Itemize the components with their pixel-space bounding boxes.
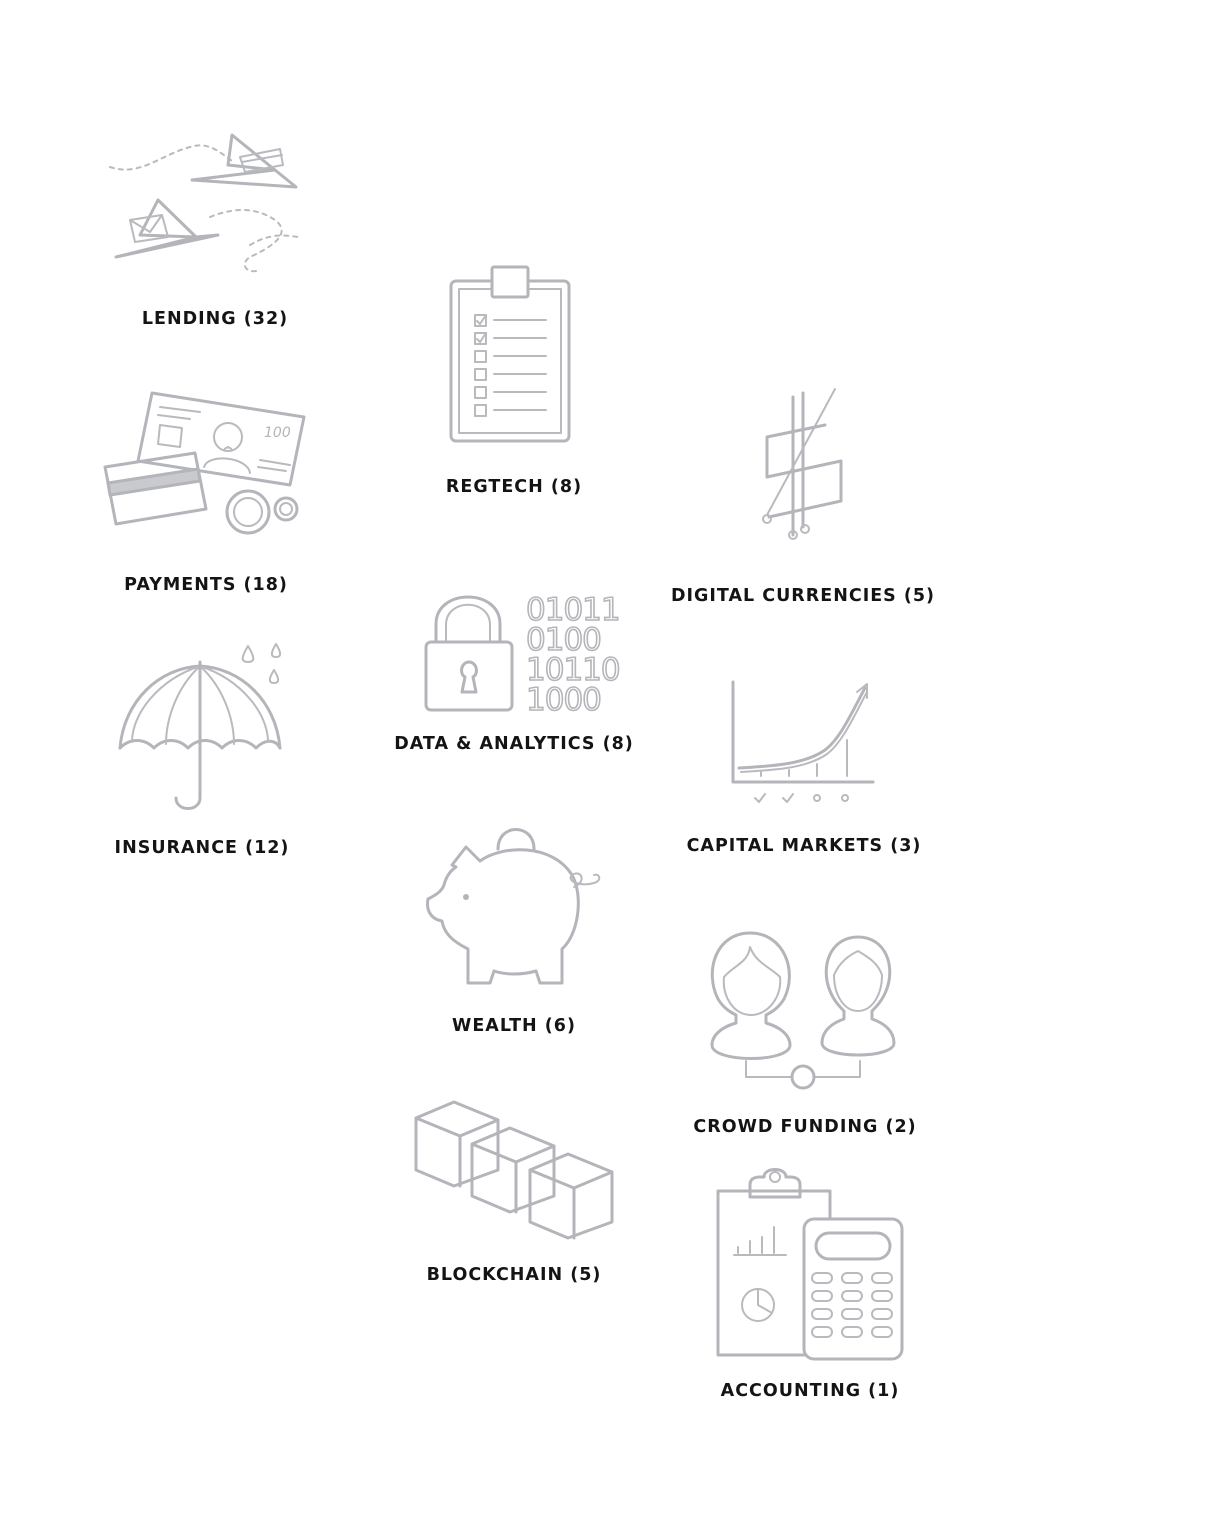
piggy-bank-icon — [422, 825, 607, 990]
category-label: CROWD FUNDING (2) — [693, 1117, 917, 1137]
clipboard-calculator-icon — [712, 1165, 912, 1365]
category-label: INSURANCE (12) — [114, 838, 290, 858]
umbrella-icon — [110, 640, 290, 815]
category-label: WEALTH (6) — [452, 1016, 576, 1036]
category-label: DIGITAL CURRENCIES (5) — [670, 586, 936, 606]
linked-blocks-icon — [410, 1098, 620, 1243]
money-card-coins-icon — [100, 385, 310, 540]
binary-line: 10110 — [526, 652, 620, 688]
category-label: ACCOUNTING (1) — [720, 1381, 900, 1401]
binary-line: 01011 — [526, 592, 620, 628]
binary-line: 1000 — [526, 682, 601, 718]
svg-text:100: 100 — [264, 425, 291, 441]
padlock-binary-icon — [422, 590, 620, 718]
category-label: BLOCKCHAIN (5) — [426, 1265, 602, 1285]
paper-planes-icon — [100, 125, 310, 275]
growth-chart-icon — [725, 680, 880, 810]
binary-line: 0100 — [526, 622, 601, 658]
dollar-circuit-icon — [755, 385, 850, 545]
category-label: CAPITAL MARKETS (3) — [686, 836, 922, 856]
clipboard-checklist-icon — [448, 263, 574, 448]
category-label: PAYMENTS (18) — [124, 575, 288, 595]
category-label: LENDING (32) — [141, 309, 289, 329]
two-people-icon — [700, 925, 905, 1090]
category-label: REGTECH (8) — [445, 477, 583, 497]
category-label: DATA & ANALYTICS (8) — [394, 734, 634, 754]
